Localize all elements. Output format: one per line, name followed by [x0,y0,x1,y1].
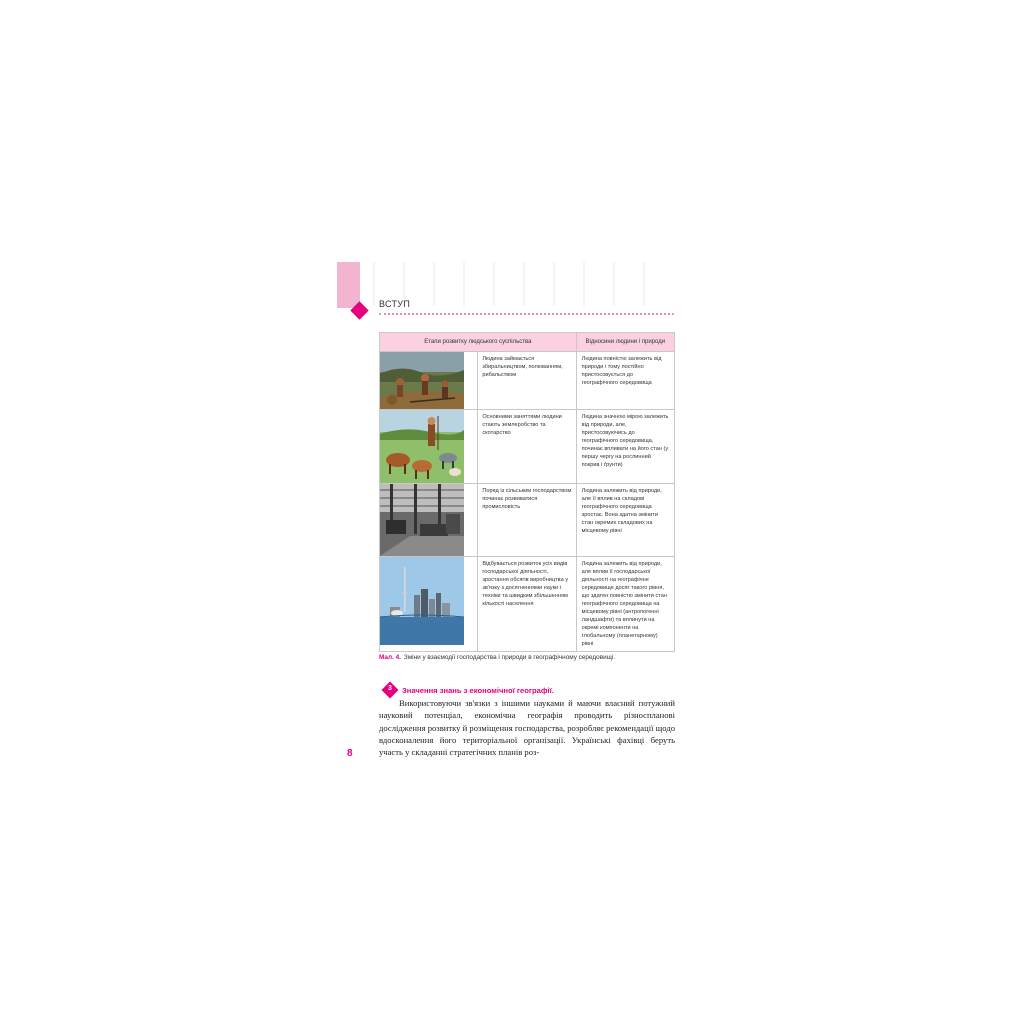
row-relation-text: Людина значною мірою залежить від природи, але, пристосовуючись до географічного середовища, починає впливати на його стан (у першу чергу на рослинний покрив і ґрунти) [576,410,674,484]
shepherd-with-cattle-illustration [380,410,464,483]
table-row [380,410,675,484]
header-divider [379,313,674,315]
row-image-cell [380,484,478,557]
row-stage-text: Поряд із сільським господарством починає розвиватися промисловість [478,484,576,557]
modern-city-skyline-photo [380,557,464,645]
row-stage-text: Людина займається збиральництвом, полюванням, рибальством [478,352,576,410]
column-header-stages: Етапи розвитку людського суспільства [380,333,577,352]
page-number: 8 [347,748,353,759]
figure-caption [379,654,615,661]
figure-label: Мал. 4. [379,654,401,661]
column-header-relations: Відносини людини і природи [576,333,674,352]
section-number-badge [383,683,397,697]
table-row [380,352,675,410]
row-image-cell [380,410,478,484]
row-stage-text: Основними заняттями людини стають землеробство та скотарство [478,410,576,484]
section-title: Значення знань з економічної географії. [402,686,554,695]
chapter-tab-decoration [337,262,360,308]
row-relation-text: Людина повністю залежить від природи і тому постійно пристосовується до географічного середовища [576,352,674,410]
hunters-gatherers-illustration [380,352,464,409]
table-header-row [380,333,675,352]
row-relation-text: Людина залежить від природи, але її вплив на складові географічного середовища зростає. Вона здатна змінити стан окремих складових на місцевому рівні [576,484,674,557]
stages-table [379,332,675,652]
row-stage-text: Відбувається розвиток усіх видів господарської діяльності, зростання обсягів виробництва у зв'язку з досягненнями науки і техніки та швидким збільшенням кількості населення [478,557,576,652]
figure-caption-text: Зміни у взаємодії господарства і природи в географічному середовищі. [403,654,616,661]
row-relation-text: Людина залежить від природи, але вплив її господарської діяльності на географічне середовище досяг такого рівня, що здатен повністю змінити стан географічного середовища на місцевому рівні (антропогенні ландшафти) та вплинути на окремі компоненти на глобальному (планетарному) рівні [576,557,674,652]
section-number: 3 [388,685,392,692]
table-row [380,484,675,557]
row-image-cell [380,352,478,410]
factory-interior-photo [380,484,464,556]
section-body-paragraph: Використовуючи зв'язки з іншими науками й маючи власний потужний науковий потенціал, економічна географія проводить різноспланові дослідження розвитку й розміщення господарства, розробляє рекомендації щодо вдосконалення його територіальної організації. Українські фахівці беруть участь у складанні стратегічних планів роз- [379,698,675,758]
chapter-title: ВСТУП [379,299,411,309]
row-image-cell [380,557,478,652]
table-row [380,557,675,652]
